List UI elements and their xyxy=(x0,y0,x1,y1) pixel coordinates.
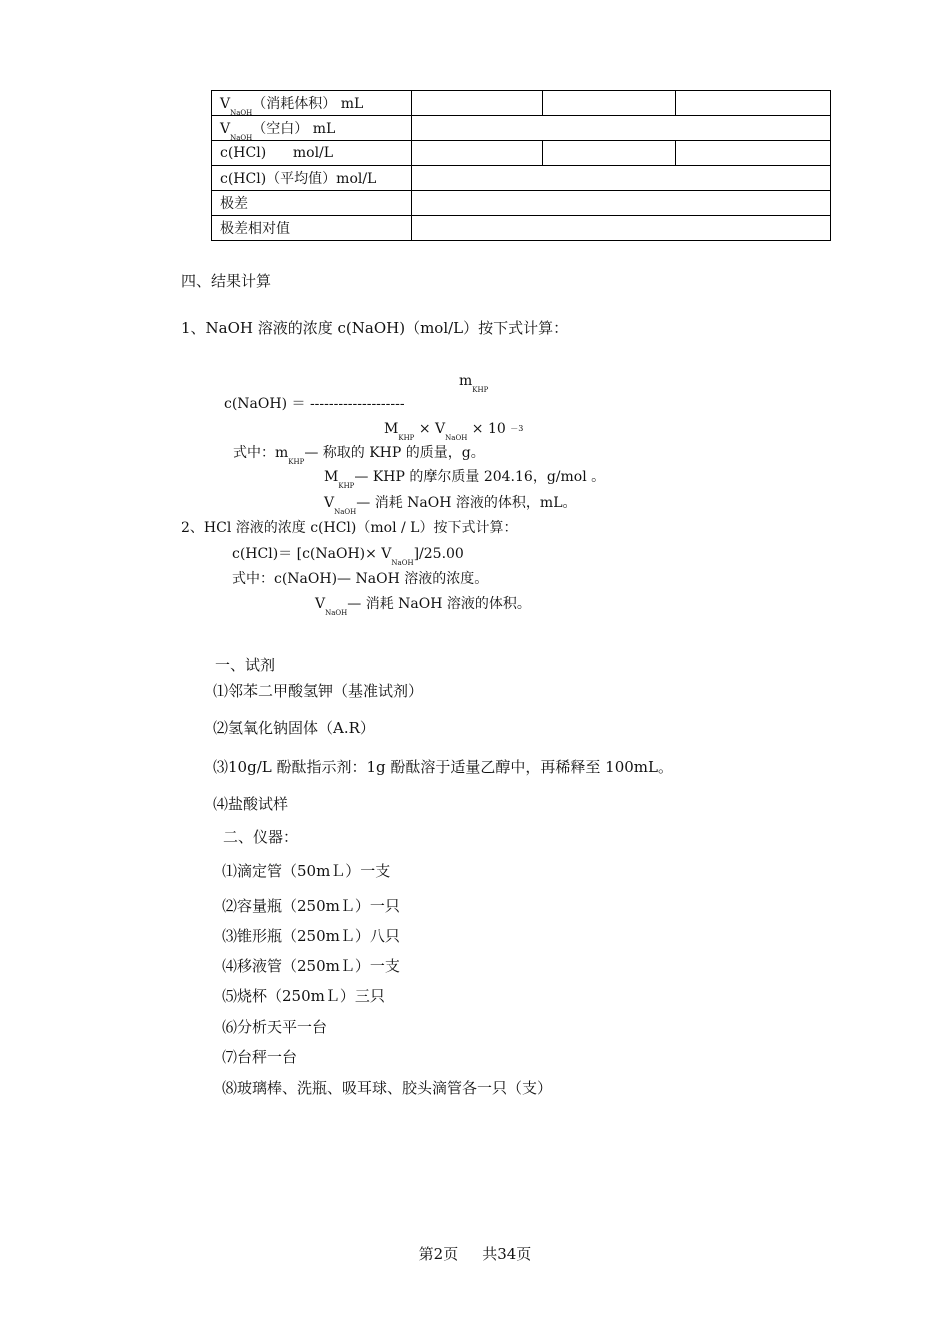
formula1-denominator: $M_{KHP} \times V_{NaOH} \times 10 -3$ xyxy=(384,421,524,442)
list-item: ⑴滴定管（50mＬ）一支 xyxy=(222,862,391,880)
row-label: $V_{NaOH}$（空白） mL xyxy=(212,116,412,141)
list-item: ⑵容量瓶（250mＬ）一只 xyxy=(222,897,400,915)
list-item: ⑹分析天平一台 xyxy=(222,1018,328,1036)
list-item: ⑶10g/L 酚酞指示剂：1g 酚酞溶于适量乙醇中，再稀释至 100mL。 xyxy=(213,758,673,776)
table-cell xyxy=(412,166,831,191)
table-row xyxy=(212,216,831,241)
formula2-where-V: $V_{NaOH}—$ 消耗 NaOH 溶液的体积。 xyxy=(315,596,531,617)
results-table xyxy=(211,90,831,241)
row-label: 极差 xyxy=(212,191,412,216)
page-total: 共34页 xyxy=(482,1245,532,1263)
instruments-heading: 二、仪器： xyxy=(223,828,299,846)
list-item: ⑷盐酸试样 xyxy=(213,795,289,813)
formula-intro-2: 2、HCl 溶液的浓度 c(HCl)（mol / L）按下式计算： xyxy=(181,520,518,536)
table-cell xyxy=(412,191,831,216)
formula1-numerator: $m_{KHP}$ xyxy=(459,373,489,394)
formula2: c(HCl)＝ [c(NaOH)× $V_{NaOH}]/25.00$ xyxy=(232,546,464,567)
table-row xyxy=(212,116,831,141)
reagents-heading: 一、试剂 xyxy=(215,656,276,674)
list-item: ⑸烧杯（250mＬ）三只 xyxy=(222,987,385,1005)
formula1-where-m: 式中：$m_{KHP}—$ 称取的 KHP 的质量，g。 xyxy=(233,445,485,466)
table-cell xyxy=(676,141,831,166)
table-cell xyxy=(412,116,831,141)
list-item: ⑷移液管（250mＬ）一支 xyxy=(222,957,400,975)
page-footer xyxy=(0,1243,950,1264)
table-cell xyxy=(412,91,543,116)
table-row xyxy=(212,91,831,116)
table-row xyxy=(212,166,831,191)
table-cell xyxy=(676,91,831,116)
list-item: ⑶锥形瓶（250mＬ）八只 xyxy=(222,927,400,945)
table-cell xyxy=(412,141,543,166)
formula1-where-V: $V_{NaOH}—$ 消耗 NaOH 溶液的体积，mL。 xyxy=(324,495,577,516)
row-label: 极差相对值 xyxy=(212,216,412,241)
table-cell xyxy=(543,141,676,166)
list-item: ⑵氢氧化钠固体（A.R） xyxy=(213,719,375,737)
page-number: 第2页 xyxy=(418,1245,459,1263)
formula1-where-M: $M_{KHP}—$ KHP 的摩尔质量 204.16，g/mol 。 xyxy=(324,469,606,490)
table-cell xyxy=(412,216,831,241)
list-item: ⑻玻璃棒、洗瓶、吸耳球、胶头滴管各一只（支） xyxy=(222,1079,553,1097)
formula1-lhs: c(NaOH) ＝ -------------------- xyxy=(224,396,405,412)
section-heading: 四、结果计算 xyxy=(181,272,272,290)
formula-intro-1: 1、NaOH 溶液的浓度 c(NaOH)（mol/L）按下式计算： xyxy=(181,319,569,337)
row-label: c(HCl)（平均值）mol/L xyxy=(212,166,412,191)
list-item: ⑺台秤一台 xyxy=(222,1048,298,1066)
row-label: $V_{NaOH}$（消耗体积） mL xyxy=(212,91,412,116)
row-label: c(HCl) mol/L xyxy=(212,141,412,166)
formula2-where-c: 式中：c(NaOH)— NaOH 溶液的浓度。 xyxy=(232,571,489,587)
list-item: ⑴邻苯二甲酸氢钾（基准试剂） xyxy=(213,682,424,700)
table-row xyxy=(212,191,831,216)
table-cell xyxy=(543,91,676,116)
table-row xyxy=(212,141,831,166)
